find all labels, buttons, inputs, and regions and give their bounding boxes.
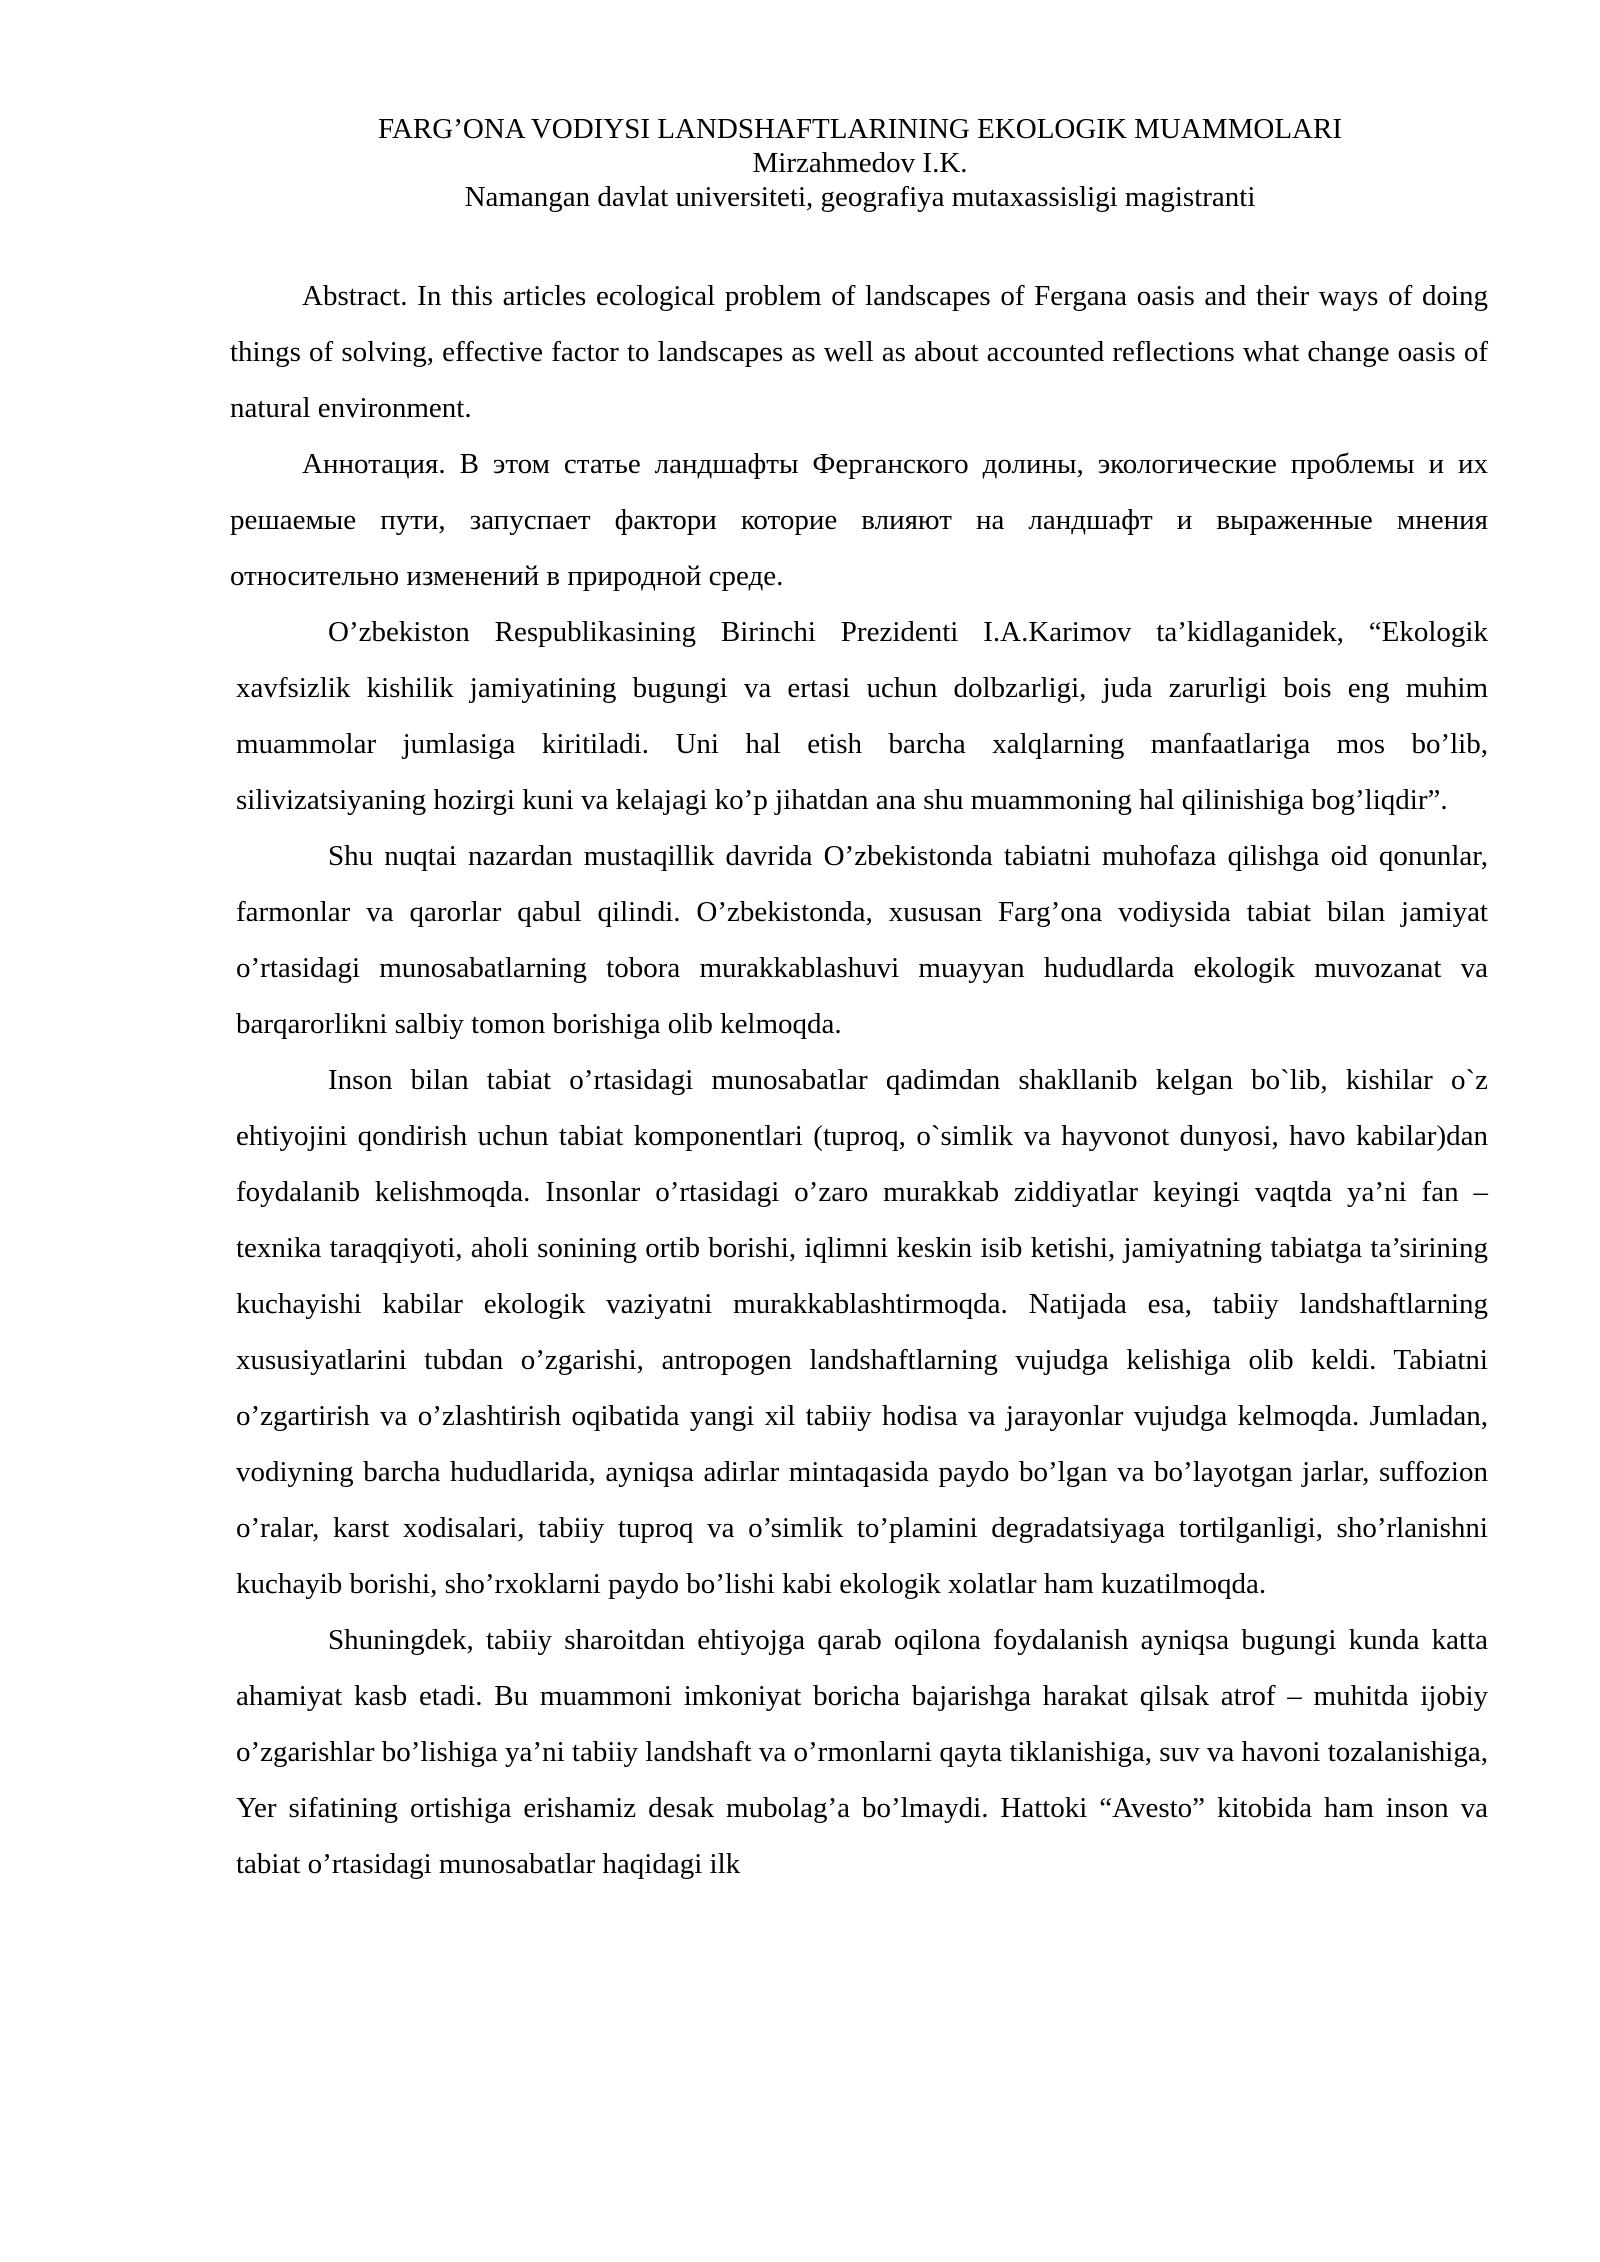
document-header: [230, 112, 1490, 214]
body-paragraph: Inson bilan tabiat o’rtasidagi munosabatlar qadimdan shakllanib kelgan bo`lib, kishilar o`z ehtiyojini qondirish uchun tabiat komponentlari (tuproq, o`simlik va hayvonot dunyosi, havo kabilar)dan foydalanib kelishmoqda. Insonlar o’rtasidagi o’zaro murakkab ziddiyatlar keyingi vaqtda ya’ni fan – texnika taraqqiyoti, aholi sonining ortib borishi, iqlimni keskin isib ketishi, jamiyatning tabiatga ta’sirining kuchayishi kabilar ekologik vaziyatni murakkablashtirmoqda. Natijada esa, tabiiy landshaftlarning xususiyatlarini tubdan o’zgarishi, antropogen landshaftlarning vujudga kelishiga olib keldi. Tabiatni o’zgartirish va o’zlashtirish oqibatida yangi xil tabiiy hodisa va jarayonlar vujudga kelmoqda. Jumladan, vodiyning barcha hududlarida, ayniqsa adirlar mintaqasida paydo bo’lgan va bo’layotgan jarlar, suffozion o’ralar, karst xodisalari, tabiiy tuproq va o’simlik to’plamini degradatsiyaga tortilganligi, sho’rlanishni kuchayib borishi, sho’rxoklarni paydo bo’lishi kabi ekologik xolatlar ham kuzatilmoqda.: [236, 1064, 1488, 1600]
article-title: FARG’ONA VODIYSI LANDSHAFTLARINING EKOLOGIK MUAMMOLARI: [378, 113, 1342, 145]
abstracts: [230, 268, 1488, 604]
author-name: Mirzahmedov I.K.: [752, 147, 968, 179]
article-body: [236, 604, 1488, 1892]
author-affiliation: Namangan davlat universiteti, geografiya mutaxassisligi magistranti: [464, 181, 1256, 213]
body-paragraph: O’zbekiston Respublikasining Birinchi Prezidenti I.A.Karimov ta’kidlaganidek, “Ekologik xavfsizlik kishilik jamiyatining bugungi va ertasi uchun dolbzarligi, juda zarurligi bois eng muhim muammolar jumlasiga kiritiladi. Uni hal etish barcha xalqlarning manfaatlariga mos bo’lib, silivizatsiyaning hozirgi kuni va kelajagi ko’p jihatdan ana shu muammoning hal qilinishiga bog’liqdir”.: [236, 616, 1488, 816]
body-paragraph: Shuningdek, tabiiy sharoitdan ehtiyojga qarab oqilona foydalanish ayniqsa bugungi kunda katta ahamiyat kasb etadi. Bu muammoni imkoniyat boricha bajarishga harakat qilsak atrof – muhitda ijobiy o’zgarishlar bo’lishiga ya’ni tabiiy landshaft va o’rmonlarni qayta tiklanishiga, suv va havoni tozalanishiga, Yer sifatining ortishiga erishamiz desak mubolag’a bo’lmaydi. Hattoki “Avesto” kitobida ham inson va tabiat o’rtasidagi munosabatlar haqidagi ilk: [236, 1624, 1488, 1880]
abstract-english: Abstract. In this articles ecological problem of landscapes of Fergana oasis and their ways of doing things of solving, effective factor to landscapes as well as about accounted reflections what change oasis of natural environment.: [230, 280, 1488, 424]
body-paragraph: Shu nuqtai nazardan mustaqillik davrida O’zbekistonda tabiatni muhofaza qilishga oid qonunlar, farmonlar va qarorlar qabul qilindi. O’zbekistonda, xususan Farg’ona vodiysida tabiat bilan jamiyat o’rtasidagi munosabatlarning tobora murakkablashuvi muayyan hududlarda ekologik muvozanat va barqarorlikni salbiy tomon borishiga olib kelmoqda.: [236, 840, 1488, 1040]
abstract-russian: Аннотация. В этом статье ландшафты Ферганского долины, экологические проблемы и их решаемые пути, запуспает фактори которие влияют на ландшафт и выраженные мнения относительно изменений в природной среде.: [230, 448, 1488, 592]
